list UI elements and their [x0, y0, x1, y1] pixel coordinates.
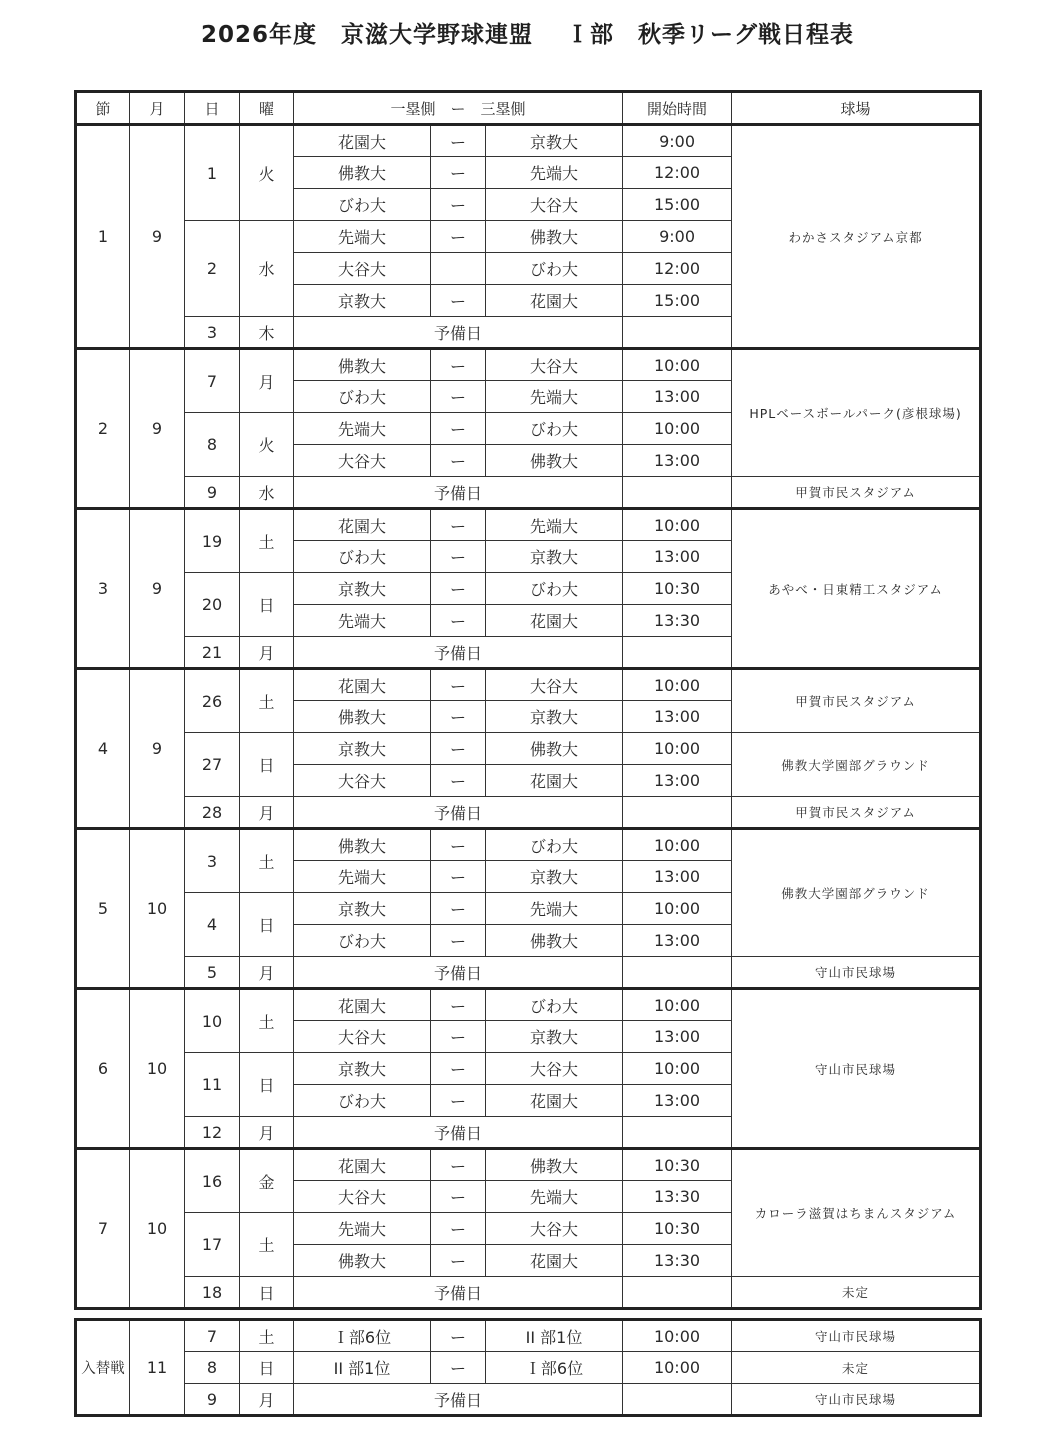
venue-cell: 甲賀市民スタジアム: [732, 797, 981, 829]
header-setsu: 節: [76, 92, 130, 125]
time-cell: 10:00: [623, 1320, 732, 1352]
time-cell: 9:00: [623, 221, 732, 253]
first-base-team: 先端大: [294, 413, 431, 445]
third-base-team: 大谷大: [486, 189, 623, 221]
separator-cell: ー: [431, 445, 486, 477]
setsu-cell: 1: [76, 125, 130, 349]
third-base-team: 先端大: [486, 893, 623, 925]
reserve-day-cell: 予備日: [294, 1277, 623, 1309]
time-cell: 13:00: [623, 541, 732, 573]
time-cell: 10:30: [623, 1149, 732, 1181]
day-cell: 10: [185, 989, 240, 1053]
venue-cell: 佛教大学園部グラウンド: [732, 733, 981, 797]
weekday-cell: 火: [240, 413, 294, 477]
setsu-cell: 4: [76, 669, 130, 829]
time-cell: [623, 797, 732, 829]
header-matchup: 一塁側 ー 三塁側: [294, 92, 623, 125]
first-base-team: 佛教大: [294, 701, 431, 733]
table-row: [76, 989, 981, 1021]
day-cell: 3: [185, 317, 240, 349]
time-cell: 10:00: [623, 669, 732, 701]
header-day: 日: [185, 92, 240, 125]
month-cell: 9: [130, 669, 185, 829]
third-base-team: 花園大: [486, 1085, 623, 1117]
header-month: 月: [130, 92, 185, 125]
day-cell: 18: [185, 1277, 240, 1309]
time-cell: [623, 1384, 732, 1416]
first-base-team: 京教大: [294, 573, 431, 605]
third-base-team: 佛教大: [486, 733, 623, 765]
third-base-team: 大谷大: [486, 349, 623, 381]
time-cell: 9:00: [623, 125, 732, 157]
day-cell: 26: [185, 669, 240, 733]
setsu-cell: 2: [76, 349, 130, 509]
time-cell: 10:00: [623, 733, 732, 765]
first-base-team: 先端大: [294, 221, 431, 253]
separator-cell: ー: [431, 125, 486, 157]
time-cell: 15:00: [623, 189, 732, 221]
weekday-cell: 月: [240, 1384, 294, 1416]
table-row: [76, 1320, 981, 1352]
third-base-team: 先端大: [486, 157, 623, 189]
header-venue: 球場: [732, 92, 981, 125]
separator-cell: ー: [431, 509, 486, 541]
third-base-team: 大谷大: [486, 669, 623, 701]
first-base-team: 佛教大: [294, 157, 431, 189]
time-cell: 13:00: [623, 861, 732, 893]
third-base-team: 京教大: [486, 1021, 623, 1053]
weekday-cell: 火: [240, 125, 294, 221]
third-base-team: 佛教大: [486, 1149, 623, 1181]
weekday-cell: 土: [240, 989, 294, 1053]
time-cell: 10:30: [623, 573, 732, 605]
separator-cell: ー: [431, 1245, 486, 1277]
third-base-team: 京教大: [486, 125, 623, 157]
setsu-cell: 3: [76, 509, 130, 669]
time-cell: [623, 957, 732, 989]
separator-cell: ー: [431, 1085, 486, 1117]
time-cell: [623, 477, 732, 509]
first-base-team: 花園大: [294, 989, 431, 1021]
weekday-cell: 月: [240, 349, 294, 413]
weekday-cell: 土: [240, 829, 294, 893]
first-base-team: II 部1位: [294, 1352, 431, 1384]
first-base-team: 花園大: [294, 669, 431, 701]
first-base-team: びわ大: [294, 1085, 431, 1117]
weekday-cell: 月: [240, 957, 294, 989]
third-base-team: 京教大: [486, 701, 623, 733]
separator-cell: ー: [431, 381, 486, 413]
third-base-team: びわ大: [486, 573, 623, 605]
third-base-team: びわ大: [486, 253, 623, 285]
day-cell: 4: [185, 893, 240, 957]
third-base-team: 花園大: [486, 1245, 623, 1277]
first-base-team: 大谷大: [294, 1181, 431, 1213]
separator-cell: ー: [431, 157, 486, 189]
separator-cell: ー: [431, 1320, 486, 1352]
first-base-team: びわ大: [294, 541, 431, 573]
time-cell: 13:00: [623, 1085, 732, 1117]
reserve-day-cell: 予備日: [294, 1117, 623, 1149]
header-start-time: 開始時間: [623, 92, 732, 125]
month-cell: 10: [130, 1149, 185, 1309]
day-cell: 7: [185, 349, 240, 413]
day-cell: 5: [185, 957, 240, 989]
time-cell: 13:00: [623, 1021, 732, 1053]
day-cell: 28: [185, 797, 240, 829]
time-cell: 10:00: [623, 1053, 732, 1085]
third-base-team: II 部1位: [486, 1320, 623, 1352]
day-cell: 3: [185, 829, 240, 893]
first-base-team: 花園大: [294, 509, 431, 541]
time-cell: 10:00: [623, 509, 732, 541]
table-row: [76, 1277, 981, 1309]
time-cell: 10:30: [623, 1213, 732, 1245]
separator-cell: ー: [431, 1021, 486, 1053]
first-base-team: Ｉ部6位: [294, 1320, 431, 1352]
setsu-cell: 5: [76, 829, 130, 989]
separator-cell: ー: [431, 989, 486, 1021]
third-base-team: 花園大: [486, 285, 623, 317]
first-base-team: 佛教大: [294, 349, 431, 381]
day-cell: 27: [185, 733, 240, 797]
day-cell: 17: [185, 1213, 240, 1277]
time-cell: 12:00: [623, 253, 732, 285]
venue-cell: カローラ滋賀はちまんスタジアム: [732, 1149, 981, 1277]
venue-cell: 佛教大学園部グラウンド: [732, 829, 981, 957]
first-base-team: びわ大: [294, 381, 431, 413]
first-base-team: 佛教大: [294, 829, 431, 861]
time-cell: 13:00: [623, 765, 732, 797]
first-base-team: 先端大: [294, 861, 431, 893]
month-cell: 10: [130, 829, 185, 989]
third-base-team: 花園大: [486, 605, 623, 637]
third-base-team: 花園大: [486, 765, 623, 797]
table-row: [76, 349, 981, 381]
first-base-team: 佛教大: [294, 1245, 431, 1277]
time-cell: [623, 637, 732, 669]
page-title: 2026年度 京滋大学野球連盟 Ｉ部 秋季リーグ戦日程表: [200, 22, 855, 48]
weekday-cell: 土: [240, 1320, 294, 1352]
separator-cell: ー: [431, 893, 486, 925]
first-base-team: 京教大: [294, 893, 431, 925]
separator-cell: ー: [431, 1352, 486, 1384]
first-base-team: びわ大: [294, 189, 431, 221]
time-cell: 13:00: [623, 445, 732, 477]
time-cell: 13:30: [623, 1245, 732, 1277]
third-base-team: びわ大: [486, 413, 623, 445]
third-base-team: 佛教大: [486, 925, 623, 957]
separator-cell: ー: [431, 573, 486, 605]
third-base-team: 京教大: [486, 861, 623, 893]
first-base-team: 大谷大: [294, 1021, 431, 1053]
weekday-cell: 月: [240, 637, 294, 669]
separator-cell: ー: [431, 1213, 486, 1245]
day-cell: 8: [185, 1352, 240, 1384]
weekday-cell: 土: [240, 1213, 294, 1277]
time-cell: [623, 1277, 732, 1309]
separator-cell: ー: [431, 861, 486, 893]
venue-cell: 守山市民球場: [732, 1384, 981, 1416]
separator-cell: ー: [431, 1181, 486, 1213]
table-row: [76, 957, 981, 989]
time-cell: 12:00: [623, 157, 732, 189]
table-row: [76, 125, 981, 157]
separator-cell: ー: [431, 189, 486, 221]
third-base-team: 先端大: [486, 381, 623, 413]
time-cell: 13:00: [623, 381, 732, 413]
month-cell: 11: [130, 1320, 185, 1416]
table-row: [76, 509, 981, 541]
weekday-cell: 土: [240, 509, 294, 573]
venue-cell: 未定: [732, 1352, 981, 1384]
third-base-team: 先端大: [486, 1181, 623, 1213]
venue-cell: 未定: [732, 1277, 981, 1309]
time-cell: [623, 1117, 732, 1149]
time-cell: 10:00: [623, 349, 732, 381]
third-base-team: 佛教大: [486, 221, 623, 253]
table-row: [76, 477, 981, 509]
separator-cell: ー: [431, 669, 486, 701]
weekday-cell: 木: [240, 317, 294, 349]
table-row: [76, 797, 981, 829]
time-cell: 15:00: [623, 285, 732, 317]
time-cell: 10:00: [623, 1352, 732, 1384]
separator-cell: ー: [431, 733, 486, 765]
separator-cell: ー: [431, 1149, 486, 1181]
table-row: [76, 669, 981, 701]
first-base-team: 京教大: [294, 1053, 431, 1085]
table-row: [76, 733, 981, 765]
third-base-team: びわ大: [486, 989, 623, 1021]
separator-cell: ー: [431, 605, 486, 637]
time-cell: 13:00: [623, 925, 732, 957]
exchange-label-cell: 入替戦: [76, 1320, 130, 1416]
exchange-match-table: [74, 1318, 982, 1417]
third-base-team: 大谷大: [486, 1053, 623, 1085]
first-base-team: 大谷大: [294, 765, 431, 797]
weekday-cell: 日: [240, 893, 294, 957]
time-cell: 13:30: [623, 605, 732, 637]
first-base-team: 京教大: [294, 285, 431, 317]
time-cell: 13:30: [623, 1181, 732, 1213]
reserve-day-cell: 予備日: [294, 317, 623, 349]
time-cell: 10:00: [623, 829, 732, 861]
third-base-team: 大谷大: [486, 1213, 623, 1245]
day-cell: 8: [185, 413, 240, 477]
weekday-cell: 水: [240, 477, 294, 509]
table-row: [76, 1149, 981, 1181]
first-base-team: 大谷大: [294, 445, 431, 477]
day-cell: 20: [185, 573, 240, 637]
header-weekday: 曜: [240, 92, 294, 125]
weekday-cell: 月: [240, 1117, 294, 1149]
month-cell: 9: [130, 349, 185, 509]
time-cell: 10:00: [623, 893, 732, 925]
venue-cell: わかさスタジアム京都: [732, 125, 981, 349]
time-cell: 10:00: [623, 989, 732, 1021]
first-base-team: 花園大: [294, 1149, 431, 1181]
schedule-table: [74, 90, 982, 1310]
time-cell: 13:00: [623, 701, 732, 733]
first-base-team: びわ大: [294, 925, 431, 957]
setsu-cell: 7: [76, 1149, 130, 1309]
day-cell: 9: [185, 1384, 240, 1416]
third-base-team: びわ大: [486, 829, 623, 861]
separator-cell: ー: [431, 1053, 486, 1085]
time-cell: 10:00: [623, 413, 732, 445]
first-base-team: 花園大: [294, 125, 431, 157]
day-cell: 9: [185, 477, 240, 509]
day-cell: 11: [185, 1053, 240, 1117]
venue-cell: あやべ・日東精工スタジアム: [732, 509, 981, 669]
table-row: [76, 1384, 981, 1416]
separator-cell: ー: [431, 541, 486, 573]
day-cell: 21: [185, 637, 240, 669]
time-cell: [623, 317, 732, 349]
reserve-day-cell: 予備日: [294, 957, 623, 989]
separator-cell: ー: [431, 829, 486, 861]
day-cell: 12: [185, 1117, 240, 1149]
separator-cell: ー: [431, 349, 486, 381]
day-cell: 7: [185, 1320, 240, 1352]
reserve-day-cell: 予備日: [294, 637, 623, 669]
header-row: [76, 92, 981, 125]
first-base-team: 京教大: [294, 733, 431, 765]
month-cell: 9: [130, 509, 185, 669]
venue-cell: 守山市民球場: [732, 989, 981, 1149]
third-base-team: Ｉ部6位: [486, 1352, 623, 1384]
separator-cell: ー: [431, 701, 486, 733]
third-base-team: 先端大: [486, 509, 623, 541]
day-cell: 19: [185, 509, 240, 573]
separator-cell: ー: [431, 765, 486, 797]
first-base-team: 大谷大: [294, 253, 431, 285]
separator-cell: ー: [431, 925, 486, 957]
first-base-team: 先端大: [294, 605, 431, 637]
third-base-team: 佛教大: [486, 445, 623, 477]
day-cell: 1: [185, 125, 240, 221]
venue-cell: HPLベースボールパーク(彦根球場): [732, 349, 981, 477]
separator-cell: [431, 253, 486, 285]
month-cell: 9: [130, 125, 185, 349]
setsu-cell: 6: [76, 989, 130, 1149]
table-row: [76, 1352, 981, 1384]
venue-cell: 守山市民球場: [732, 1320, 981, 1352]
separator-cell: ー: [431, 221, 486, 253]
weekday-cell: 水: [240, 221, 294, 317]
weekday-cell: 日: [240, 1277, 294, 1309]
weekday-cell: 日: [240, 1053, 294, 1117]
month-cell: 10: [130, 989, 185, 1149]
reserve-day-cell: 予備日: [294, 477, 623, 509]
weekday-cell: 日: [240, 733, 294, 797]
separator-cell: ー: [431, 285, 486, 317]
venue-cell: 甲賀市民スタジアム: [732, 477, 981, 509]
day-cell: 16: [185, 1149, 240, 1213]
first-base-team: 先端大: [294, 1213, 431, 1245]
weekday-cell: 金: [240, 1149, 294, 1213]
weekday-cell: 日: [240, 1352, 294, 1384]
table-row: [76, 829, 981, 861]
third-base-team: 京教大: [486, 541, 623, 573]
venue-cell: 甲賀市民スタジアム: [732, 669, 981, 733]
venue-cell: 守山市民球場: [732, 957, 981, 989]
reserve-day-cell: 予備日: [294, 797, 623, 829]
day-cell: 2: [185, 221, 240, 317]
separator-cell: ー: [431, 413, 486, 445]
weekday-cell: 月: [240, 797, 294, 829]
weekday-cell: 土: [240, 669, 294, 733]
reserve-day-cell: 予備日: [294, 1384, 623, 1416]
weekday-cell: 日: [240, 573, 294, 637]
